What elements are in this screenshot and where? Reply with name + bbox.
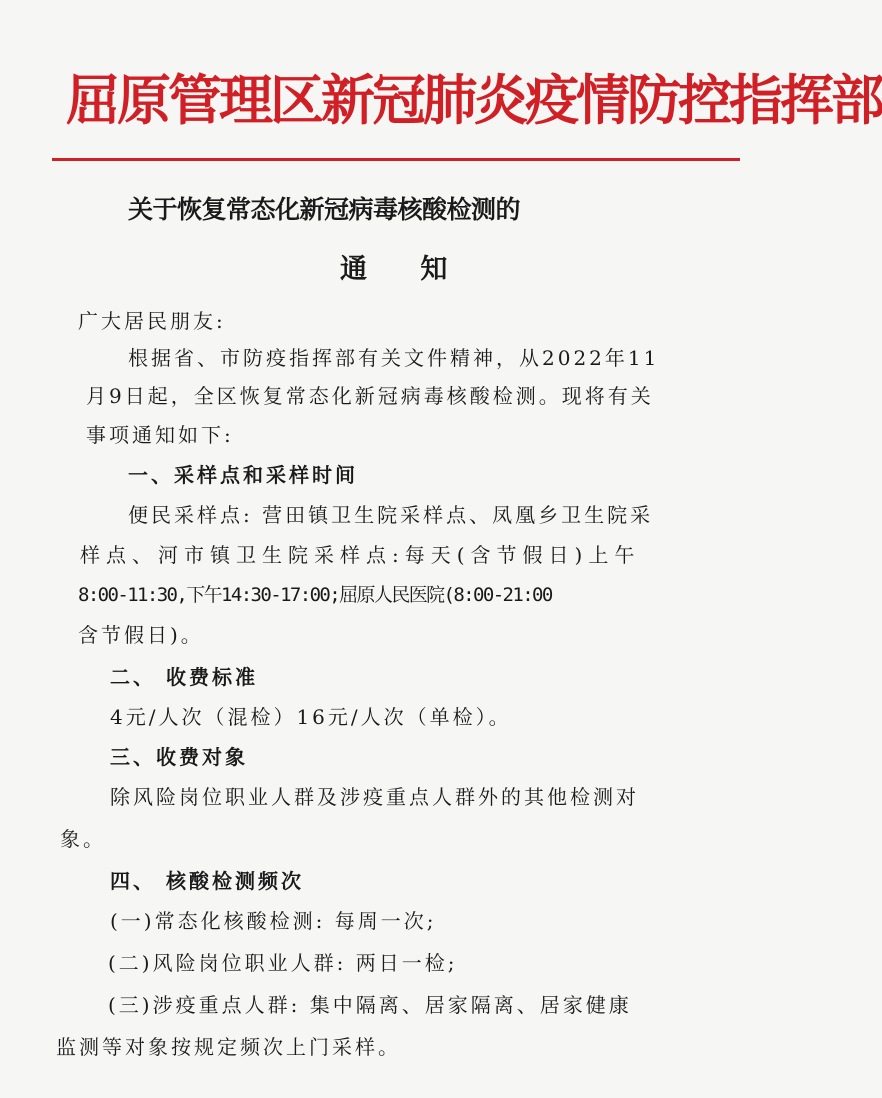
section1-heading: 一、采样点和采样时间	[128, 463, 358, 487]
para1-line2: 月9日起，全区恢复常态化新冠病毒核酸检测。现将有关	[86, 384, 654, 408]
section4-item2: (二)风险岗位职业人群: 两日一检;	[108, 951, 458, 975]
section2-heading: 二、 收费标准	[110, 665, 258, 689]
section1-line3: 8:00-11:30,下午14:30-17:00;屈原人民医院(8:00-21:00	[78, 584, 552, 606]
section3-heading: 三、收费对象	[110, 745, 248, 769]
section4-item1: (一)常态化核酸检测: 每周一次;	[110, 909, 437, 933]
section2-line1: 4元/人次（混检）16元/人次（单检）。	[110, 705, 512, 729]
section4-item3-cont: 监测等对象按规定频次上门采样。	[56, 1035, 401, 1059]
section4-item3: (三)涉疫重点人群: 集中隔离、居家隔离、居家健康	[108, 993, 632, 1017]
red-divider-line	[52, 158, 740, 161]
section4-heading: 四、 核酸检测频次	[110, 869, 304, 893]
org-title: 屈原管理区新冠肺炎疫情防控指挥部	[66, 69, 882, 132]
section3-line1: 除风险岗位职业人群及涉疫重点人群外的其他检测对	[110, 785, 639, 809]
section3-line2: 象。	[60, 827, 106, 851]
notice-subtitle: 关于恢复常态化新冠病毒核酸检测的	[128, 195, 521, 224]
section1-line4: 含节假日)。	[78, 623, 204, 647]
salutation: 广大居民朋友:	[78, 309, 226, 333]
section1-line2: 样点、河市镇卫生院采样点:每天(含节假日)上午	[80, 543, 641, 567]
para1-line1: 根据省、市防疫指挥部有关文件精神，从2022年11	[128, 346, 660, 370]
para1-line3: 事项通知如下:	[86, 423, 234, 447]
notice-doc-type: 通 知	[340, 254, 470, 285]
section1-line1: 便民采样点: 营田镇卫生院采样点、凤凰乡卫生院采	[128, 503, 654, 527]
